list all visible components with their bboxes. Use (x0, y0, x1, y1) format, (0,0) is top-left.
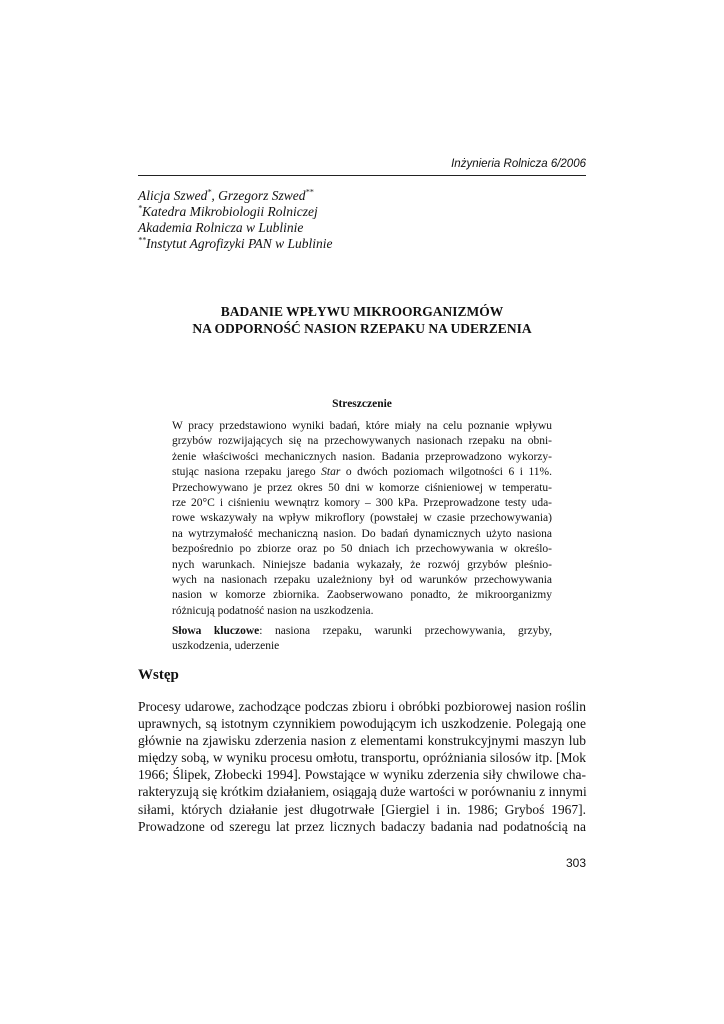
body-line: Prowadzone od szeregu lat przez licznych badaczy badania nad podatnością na (138, 818, 586, 834)
abstract-line: W pracy przedstawiono wyniki badań, które miały na celu poznanie wpływu (172, 420, 552, 432)
affiliation-1-text: Katedra Mikrobiologii Rolniczej (142, 204, 318, 219)
abstract-line: wych na nasionach rzepaku uzależniony był od warunków przechowywania (172, 573, 552, 586)
body-line: siłami, których działanie jest długotrwałe [Giergiel i in. 1986; Gryboś 1967]. (138, 801, 586, 817)
abstract-line: na wytrzymałość mechaniczną nasion. Do badań dynamicznych użyto nasiona (172, 527, 552, 540)
body-line: uprawnych, są istotnym czynnikiem powodującym ich uszkodzenie. Polegają one (138, 716, 586, 732)
running-header: Inżynieria Rolnicza 6/2006 (451, 158, 586, 170)
paper-title (138, 303, 586, 337)
abstract-line: rowe wskazywały na wpływ mikroflory (powstałej w czasie przechowywania) (172, 512, 552, 525)
abstract-line: nasion w komorze zbiornika. Zaobserwowano ponadto, że mikroorganizmy (172, 589, 552, 602)
abstract-heading: Streszczenie (332, 398, 392, 410)
section-heading: Wstęp (138, 667, 179, 683)
affiliation-1 (138, 204, 586, 220)
author-2-mark: ** (305, 187, 314, 197)
cultivar-name: Star (321, 466, 341, 479)
body-line: między sobą, w wyniku procesu omłotu, transportu, opróżniania silosów itp. [Mok (138, 750, 586, 766)
keywords-label: Słowa kluczowe (172, 625, 260, 637)
affiliation-2-text: Instytut Agrofizyki PAN w Lublinie (146, 236, 333, 251)
author-2: Grzegorz Szwed (218, 188, 306, 203)
author-separator: , (211, 188, 219, 203)
author-1: Alicja Szwed (138, 188, 208, 203)
abstract-line: nych warunkach. Niniejsze badania wykazały, że rozwój grzybów pleśnio- (172, 558, 552, 571)
title-line: BADANIE WPŁYWU MIKROORGANIZMÓW (220, 304, 504, 319)
keywords-line (172, 624, 552, 639)
abstract-line-end: o dwóch poziomach wilgotności 6 i 11%. (340, 466, 552, 479)
keywords-line: uszkodzenia, uderzenie (172, 640, 280, 653)
affiliation-1-institution: Akademia Rolnicza w Lublinie (138, 220, 304, 235)
intro-paragraph (138, 698, 586, 835)
abstract-line: grzybów rozwijających się na przechowywanych nasionach rzepaku na obni- (172, 435, 552, 448)
affiliation-2 (138, 236, 586, 252)
title-line: NA ODPORNOŚĆ NASION RZEPAKU NA UDERZENIA (192, 321, 532, 336)
body-line: 1966; Ślipek, Złobecki 1994]. Powstające w wyniku zderzenia siły chwilowe cha- (138, 767, 586, 783)
abstract-line: żenie właściwości mechanicznych nasion. Badania przeprowadzono wykorzy- (172, 450, 552, 463)
affiliation-1-mark: * (138, 203, 142, 213)
keywords (172, 624, 552, 655)
author-block (138, 188, 586, 252)
author-names (138, 188, 586, 204)
keywords-list: : nasiona rzepaku, warunki przechowywania, grzyby, (259, 625, 553, 637)
abstract-text (172, 419, 552, 619)
body-line: głównie na zjawisku zderzenia nasion z elementami konstrukcyjnymi maszyn lub (138, 733, 586, 749)
abstract-line: bezpośrednio po zbiorze oraz po 50 dniach ich przechowywania w określo- (172, 543, 552, 556)
affiliation-2-mark: ** (138, 235, 146, 245)
abstract-line: różnicują podatność nasion na uszkodzenia. (172, 604, 374, 617)
author-1-mark: * (207, 187, 212, 197)
header-rule (138, 175, 586, 176)
body-line: rakteryzują się krótkim działaniem, osiągają duże wartości w porównaniu z innymi (138, 784, 587, 800)
abstract-line (172, 465, 552, 480)
abstract-line-start: stując nasiona rzepaku jarego (172, 466, 322, 479)
body-line: Procesy udarowe, zachodzące podczas zbioru i obróbki pozbiorowej nasion roślin (138, 699, 586, 714)
abstract-line: Przechowywano je przez okres 50 dni w komorze ciśnieniowej w temperatu- (172, 481, 552, 494)
abstract-line: rze 20°C i ciśnieniu wewnątrz komory – 300 kPa. Przeprowadzone testy uda- (172, 496, 552, 509)
page-number: 303 (565, 856, 586, 870)
